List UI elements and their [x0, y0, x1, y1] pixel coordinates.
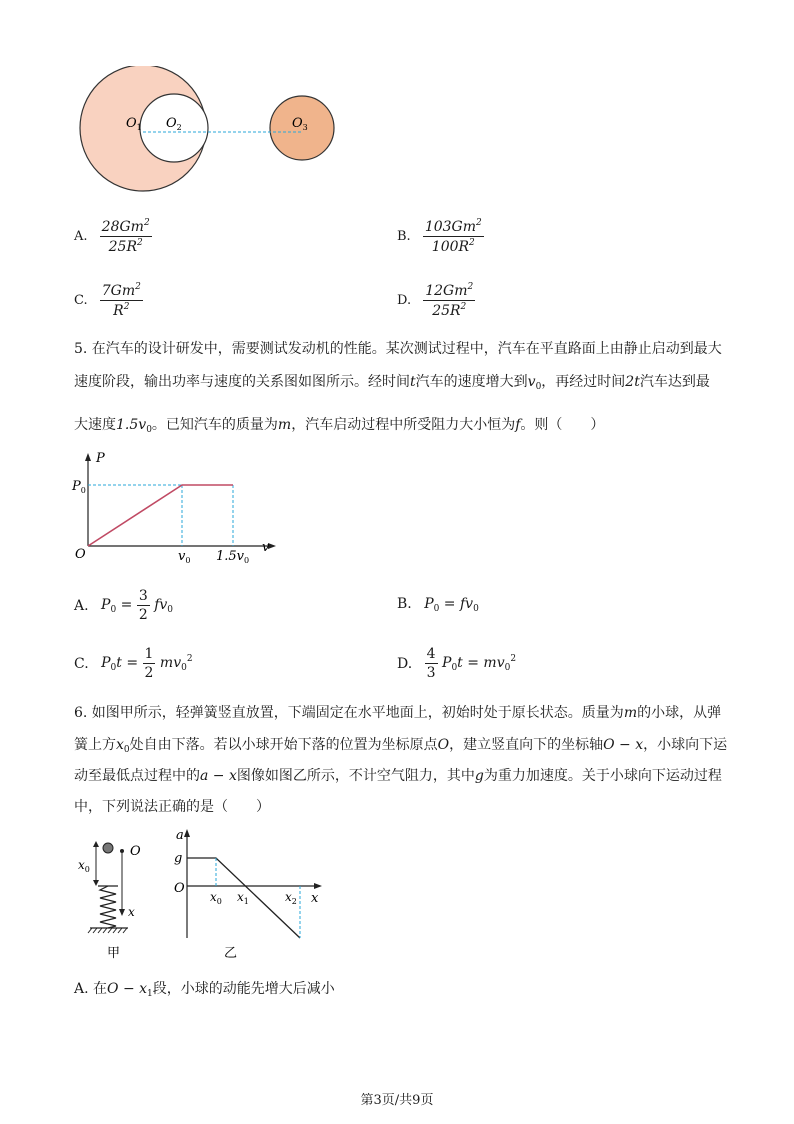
jia-caption: 甲	[107, 946, 121, 961]
label-o1: $O_1$	[126, 116, 142, 132]
jia-o-label: O	[130, 844, 141, 859]
page-footer: 第3页/共9页	[360, 1093, 434, 1108]
yi-x-label: x	[311, 891, 319, 906]
q5-option-d[interactable]: D. $\frac{4}{3}$ $P_0t = mv_0^2$	[397, 646, 517, 681]
yi-y-arrow	[184, 829, 190, 837]
q4-option-a[interactable]: A. $\frac{28Gm^2}{25R^2}$	[74, 218, 150, 255]
ball	[103, 843, 113, 853]
yi-caption: 乙	[224, 946, 238, 961]
q5-line-3: 大速度$1.5v_0$。已知汽车的质量为m，汽车启动过程中所受阻力大小恒为f。则（ ）	[74, 417, 605, 435]
q4-option-d[interactable]: D. $\frac{12Gm^2}{25R^2}$	[397, 282, 474, 319]
label-o2: $O_2$	[166, 116, 182, 132]
yi-g-label: g	[174, 851, 183, 866]
q4-option-c[interactable]: C. $\frac{7Gm^2}{R^2}$	[74, 282, 141, 319]
y-axis-arrow	[85, 453, 91, 461]
label-o3: $O_3$	[292, 116, 308, 132]
q5-option-c[interactable]: C. $P_0t$ = $\frac{1}{2}$ $mv_0^2$	[74, 646, 193, 681]
x-axis-down-arrow	[119, 909, 125, 916]
q5-option-a[interactable]: A. $P_0$ = $\frac{3}{2}$ $fv_0$	[74, 588, 174, 623]
yi-o-label: O	[174, 881, 185, 896]
q6-line-4: 中，下列说法正确的是（ ）	[74, 799, 270, 815]
q6-line-3: 动至最低点过程中的a − x图像如图乙所示，不计空气阻力，其中g为重力加速度。关于小球向下运动过程	[74, 768, 722, 784]
yi-x0-label: $x_0$	[210, 890, 222, 906]
q6-line-1: 6. 如图甲所示，轻弹簧竖直放置，下端固定在水平地面上，初始时处于原长状态。质量为m的小球，从弹	[74, 705, 722, 721]
q4-a-fraction: $\frac{28Gm^2}{25R^2}$	[101, 218, 150, 255]
v15-tick: $1.5v_0$	[216, 549, 250, 565]
q4-option-b[interactable]: B. $\frac{103Gm^2}{100R^2}$	[397, 218, 482, 255]
figure-jia-spring	[72, 836, 162, 966]
circles-figure	[70, 66, 350, 196]
v0-tick: $v_0$	[178, 549, 191, 565]
spring-coil	[100, 886, 116, 928]
q6-option-a[interactable]: A. 在$O - x_1$段，小球的动能先增大后减小	[74, 981, 335, 999]
yi-x-arrow	[314, 883, 322, 889]
q4-b-fraction: $\frac{103Gm^2}{100R^2}$	[424, 218, 482, 255]
p-v-graph	[70, 450, 290, 565]
q4-c-fraction: $\frac{7Gm^2}{R^2}$	[101, 282, 141, 319]
q6-line-2: 簧上方$x_0$处自由下落。若以小球开始下落的位置为坐标原点O，建立竖直向下的坐标轴O − x，小球向下运	[74, 737, 728, 755]
jia-x-label: x	[128, 905, 135, 919]
origin-dot	[120, 849, 124, 853]
q5-option-b[interactable]: B. $P_0 = fv_0$	[397, 596, 479, 614]
x0-arrow-top	[93, 841, 99, 847]
yi-x1-label: $x_1$	[237, 890, 249, 906]
yi-x2-label: $x_2$	[285, 890, 297, 906]
origin-label: O	[75, 547, 86, 562]
p0-tick: $P_0$	[72, 479, 86, 495]
figure-yi-ax-graph	[170, 826, 330, 966]
power-curve	[88, 485, 233, 546]
q5-line-1: 5. 在汽车的设计研发中，需要测试发动机的性能。某次测试过程中，汽车在平直路面上由静止启动到最大	[74, 341, 722, 357]
ground-hatch	[88, 928, 127, 933]
q4-d-fraction: $\frac{12Gm^2}{25R^2}$	[425, 282, 474, 319]
x0-label: $x_0$	[78, 858, 90, 874]
q5-line-2: 速度阶段，输出功率与速度的关系图如图所示。经时间t汽车的速度增大到$v_0$，再经过时间2t汽车达到最	[74, 374, 710, 392]
yi-a-label: a	[176, 828, 184, 843]
x-axis-label: v	[262, 540, 270, 555]
x0-arrow-bottom	[93, 880, 99, 886]
y-axis-label: P	[96, 451, 105, 466]
